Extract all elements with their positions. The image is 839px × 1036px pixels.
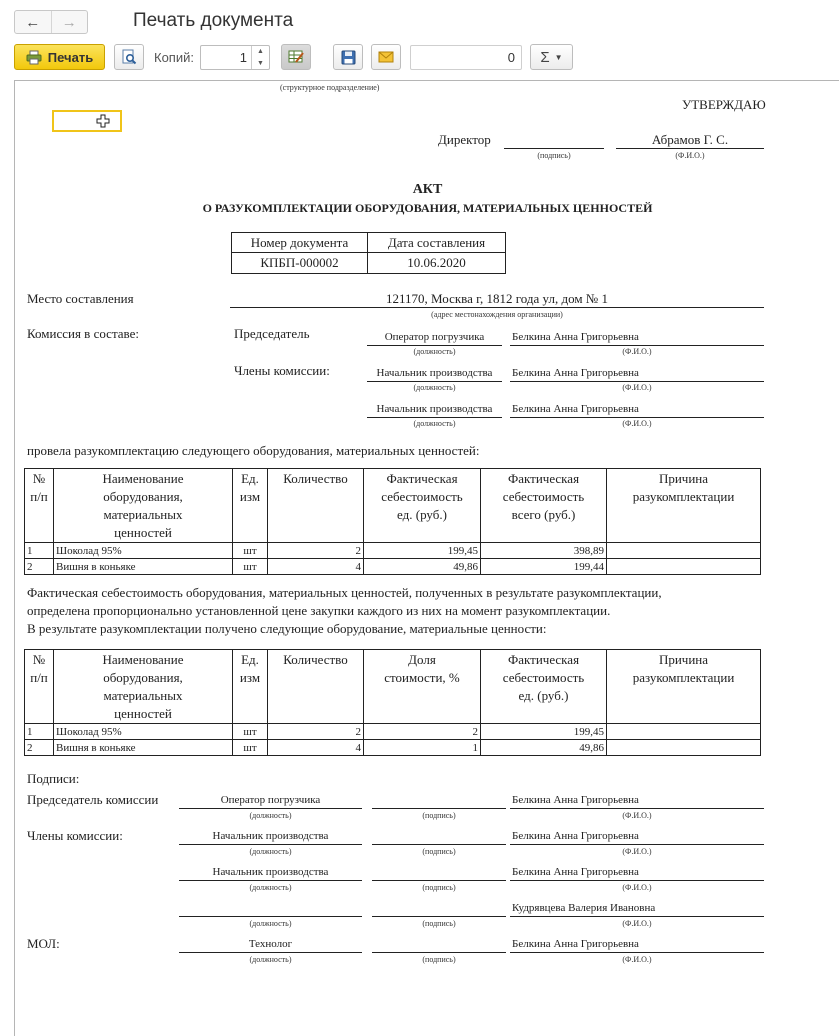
table-header-cell: Наименование оборудования, материальных ценностей	[54, 650, 233, 724]
sig-chairman-label: Председатель комиссии	[27, 792, 159, 807]
table-header-cell: Причина разукомплектации	[607, 650, 761, 724]
sign-caption: (подпись)	[537, 151, 571, 160]
position-caption: (должность)	[249, 955, 292, 964]
table-cell[interactable]	[607, 740, 761, 756]
spin-down-icon[interactable]: ▼	[257, 59, 264, 67]
fio-caption: (Ф.И.О.)	[622, 955, 652, 964]
commission-label: Комиссия в составе:	[27, 326, 139, 341]
fio-caption: (Ф.И.О.)	[622, 919, 652, 928]
sign-caption: (подпись)	[422, 955, 456, 964]
table-cell[interactable]: 4	[268, 559, 364, 575]
intro-text: провела разукомплектацию следующего оборудования, материальных ценностей:	[27, 443, 480, 458]
fio-caption: (Ф.И.О.)	[622, 419, 652, 428]
sig-name: Белкина Анна Григорьевна	[512, 866, 639, 878]
sum-mode-dropdown[interactable]	[530, 44, 573, 70]
table-cell[interactable]	[607, 559, 761, 575]
sig-sign-line	[372, 844, 506, 845]
sig-name: Белкина Анна Григорьевна	[512, 794, 639, 806]
docnum-value: КПБП-000002	[232, 253, 368, 274]
table-cell[interactable]: 2	[364, 724, 481, 740]
table2-grid	[24, 649, 761, 756]
table-header-cell: Количество	[268, 469, 364, 543]
position-caption: (должность)	[249, 847, 292, 856]
place-label: Место составления	[27, 291, 134, 306]
document-sheet	[14, 80, 839, 1036]
table-cell[interactable]: 1	[25, 724, 54, 740]
selection-sum-value: 0	[507, 50, 515, 65]
copies-label: Копий:	[154, 50, 194, 65]
selection-sum-field[interactable]	[410, 45, 522, 70]
member2-position: Начальник производства	[376, 403, 493, 415]
fio-caption: (Ф.И.О.)	[675, 151, 705, 160]
table-cell[interactable]: 1	[364, 740, 481, 756]
table-cell[interactable]	[607, 543, 761, 559]
director-label: Директор	[438, 132, 491, 147]
member1-name: Белкина Анна Григорьевна	[512, 367, 639, 379]
docdate-value: 10.06.2020	[368, 253, 506, 274]
back-button[interactable]	[15, 11, 51, 33]
table-cell[interactable]: шт	[233, 559, 268, 575]
chairman-name: Белкина Анна Григорьевна	[512, 331, 639, 343]
printer-icon	[26, 50, 42, 65]
position-caption: (должность)	[413, 383, 456, 392]
table-cell[interactable]: 199,45	[364, 543, 481, 559]
table-header-cell: Ед. изм	[233, 469, 268, 543]
member1-position-line	[367, 381, 502, 382]
copies-spinner[interactable]	[251, 46, 269, 69]
sig-position-line	[179, 844, 362, 845]
table-cell[interactable]: 398,89	[481, 543, 607, 559]
floppy-disk-icon	[341, 50, 356, 65]
sign-caption: (подпись)	[422, 919, 456, 928]
approve-heading: УТВЕРЖДАЮ	[682, 97, 766, 112]
table-cell[interactable]: шт	[233, 724, 268, 740]
table1-grid	[24, 468, 761, 575]
fio-caption: (Ф.И.О.)	[622, 883, 652, 892]
table-header-row	[25, 650, 761, 724]
edit-mode-button[interactable]	[281, 44, 311, 70]
send-email-button[interactable]	[371, 44, 401, 70]
sig-position-line	[179, 916, 362, 917]
sig-position: Оператор погрузчика	[220, 794, 321, 806]
director-name: Абрамов Г. С.	[651, 132, 729, 147]
table-cell[interactable]: шт	[233, 543, 268, 559]
place-line	[230, 307, 764, 308]
sig-name-line	[510, 808, 764, 809]
spin-up-icon[interactable]: ▲	[257, 48, 264, 56]
table-cell[interactable]: 2	[25, 740, 54, 756]
print-preview-icon	[121, 49, 137, 65]
struct-caption: (структурное подразделение)	[280, 83, 380, 92]
member2-name-line	[510, 417, 764, 418]
forward-button[interactable]	[51, 11, 88, 33]
table-cell[interactable]: 49,86	[364, 559, 481, 575]
sign-caption: (подпись)	[422, 811, 456, 820]
sign-caption: (подпись)	[422, 883, 456, 892]
member2-name: Белкина Анна Григорьевна	[512, 403, 639, 415]
table-header-cell: Количество	[268, 650, 364, 724]
table-cell[interactable]: 49,86	[481, 740, 607, 756]
fio-caption: (Ф.И.О.)	[622, 811, 652, 820]
print-button[interactable]	[14, 44, 105, 70]
fio-caption: (Ф.И.О.)	[622, 347, 652, 356]
window-title: Печать документа	[133, 10, 294, 31]
chevron-down-icon: ▼	[554, 52, 563, 62]
sig-position: Начальник производства	[212, 866, 329, 878]
position-caption: (должность)	[249, 883, 292, 892]
table-header-cell: Ед. изм	[233, 650, 268, 724]
sig-sign-line	[372, 952, 506, 953]
arrow-left-icon: ←	[25, 13, 41, 31]
sig-position-line	[179, 808, 362, 809]
sig-sign-line	[372, 916, 506, 917]
table-cell[interactable]: 2	[268, 543, 364, 559]
table-header-cell: № п/п	[25, 650, 54, 724]
table-header-cell: Наименование оборудования, материальных ценностей	[54, 469, 233, 543]
sign-caption: (подпись)	[422, 847, 456, 856]
table-row	[25, 543, 761, 559]
sig-mol-label: МОЛ:	[27, 936, 60, 951]
chairman-position-line	[367, 345, 502, 346]
docdate-header: Дата составления	[368, 233, 506, 253]
cell-cursor-icon	[96, 114, 110, 128]
chairman-label: Председатель	[234, 326, 310, 341]
sig-position: Технолог	[248, 938, 293, 950]
save-button[interactable]	[333, 44, 363, 70]
sig-position: Начальник производства	[212, 830, 329, 842]
table-header-cell: Фактическая себестоимость всего (руб.)	[481, 469, 607, 543]
sig-name: Кудрявцева Валерия Ивановна	[512, 902, 656, 914]
position-caption: (должность)	[413, 347, 456, 356]
members-label: Члены комиссии:	[234, 363, 330, 378]
table-cell[interactable]: Шоколад 95%	[54, 724, 233, 740]
chairman-position: Оператор погрузчика	[384, 331, 485, 343]
sig-name: Белкина Анна Григорьевна	[512, 938, 639, 950]
table-header-cell: № п/п	[25, 469, 54, 543]
table-header-cell: Доля стоимости, %	[364, 650, 481, 724]
place-caption: (адрес местонахождения организации)	[431, 310, 563, 319]
table-cell[interactable]	[607, 724, 761, 740]
copies-input[interactable]	[200, 45, 270, 70]
position-caption: (должность)	[249, 919, 292, 928]
fio-caption: (Ф.И.О.)	[622, 383, 652, 392]
table-cell[interactable]: 199,45	[481, 724, 607, 740]
sigma-icon: Σ	[540, 48, 550, 66]
table-cell[interactable]: 2	[268, 724, 364, 740]
copies-value: 1	[239, 50, 247, 65]
member1-position: Начальник производства	[376, 367, 493, 379]
table-cell[interactable]: Шоколад 95%	[54, 543, 233, 559]
print-button-label: Печать	[47, 49, 94, 65]
table-header-cell: Фактическая себестоимость ед. (руб.)	[364, 469, 481, 543]
table-row	[25, 724, 761, 740]
sig-name-line	[510, 952, 764, 953]
act-subtitle: О РАЗУКОМПЛЕКТАЦИИ ОБОРУДОВАНИЯ, МАТЕРИАЛЬНЫХ ЦЕННОСТЕЙ	[202, 201, 653, 215]
table-cell[interactable]: Вишня в коньяке	[54, 559, 233, 575]
table-cell[interactable]: 199,44	[481, 559, 607, 575]
selected-cell[interactable]	[52, 110, 122, 132]
sig-position-line	[179, 952, 362, 953]
docnum-header: Номер документа	[232, 233, 368, 253]
sig-name-line	[510, 844, 764, 845]
director-name-line	[616, 148, 764, 149]
sig-name: Белкина Анна Григорьевна	[512, 830, 639, 842]
table-row	[25, 559, 761, 575]
member1-name-line	[510, 381, 764, 382]
table-header-cell: Причина разукомплектации	[607, 469, 761, 543]
sig-sign-line	[372, 808, 506, 809]
table-row	[25, 740, 761, 756]
director-sign-line	[504, 148, 604, 149]
position-caption: (должность)	[413, 419, 456, 428]
doc-number-table	[231, 232, 506, 274]
navigation-buttons	[14, 10, 88, 34]
paragraph-line-2: определена пропорционально установленной цене закупки каждого из них на момент разукомплектации.	[27, 603, 611, 618]
signatures-label: Подписи:	[27, 771, 80, 786]
envelope-icon	[378, 51, 394, 64]
table-cell[interactable]: 2	[25, 559, 54, 575]
table-header-row	[25, 469, 761, 543]
sig-name-line	[510, 880, 764, 881]
table-cell[interactable]: 4	[268, 740, 364, 756]
table-cell[interactable]: шт	[233, 740, 268, 756]
chairman-name-line	[510, 345, 764, 346]
fio-caption: (Ф.И.О.)	[622, 847, 652, 856]
table-cell[interactable]: Вишня в коньяке	[54, 740, 233, 756]
sig-sign-line	[372, 880, 506, 881]
table-edit-icon	[288, 49, 305, 65]
arrow-right-icon: →	[61, 13, 77, 31]
sig-position-line	[179, 880, 362, 881]
preview-button[interactable]	[114, 44, 144, 70]
position-caption: (должность)	[249, 811, 292, 820]
sig-members-label: Члены комиссии:	[27, 828, 123, 843]
place-value: 121170, Москва г, 1812 года ул, дом № 1	[386, 291, 608, 306]
table-cell[interactable]: 1	[25, 543, 54, 559]
table-header-cell: Фактическая себестоимость ед. (руб.)	[481, 650, 607, 724]
sig-name-line	[510, 916, 764, 917]
act-title: АКТ	[412, 182, 443, 197]
member2-position-line	[367, 417, 502, 418]
paragraph-line-1: Фактическая себестоимость оборудования, материальных ценностей, полученных в результате разукомплектации,	[27, 585, 662, 600]
paragraph-line-3: В результате разукомплектации получено следующие оборудование, материальные ценности:	[27, 621, 547, 636]
